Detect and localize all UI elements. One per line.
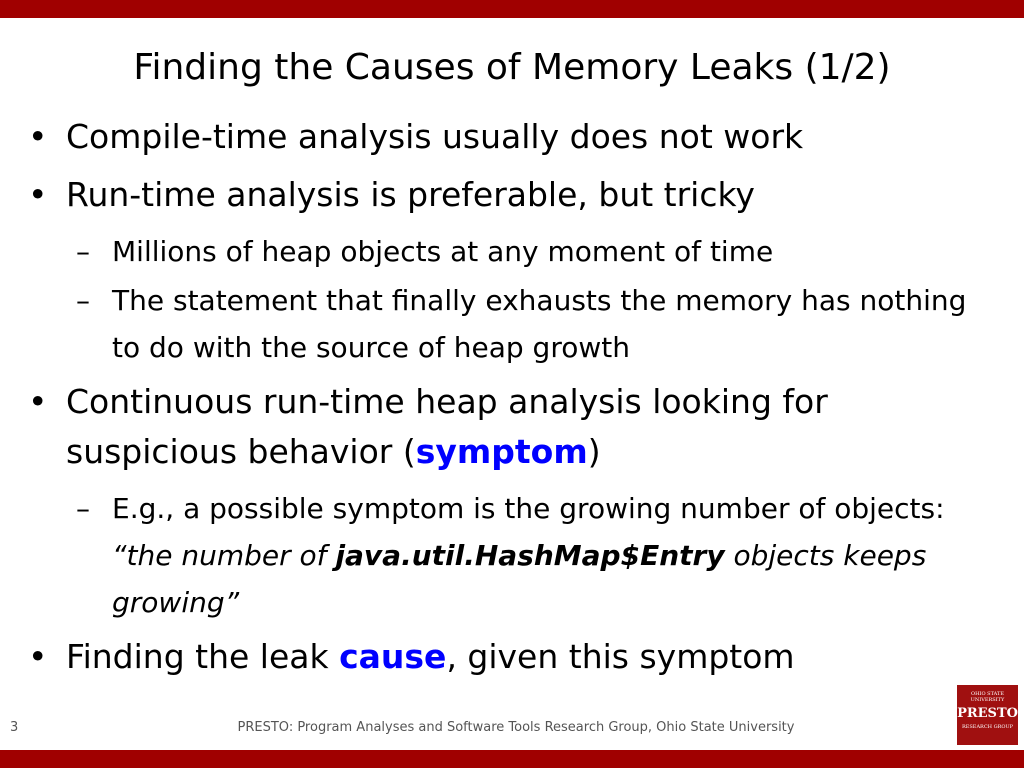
bullet-text: Run-time analysis is preferable, but tricky [66,175,755,214]
bullet-text: Finding the leak [66,637,340,676]
bullet-text: Continuous run-time heap analysis looking for suspicious behavior ( [66,382,828,471]
class-name: java.util.HashMap$Entry [335,539,725,572]
bullet-text: Compile-time analysis usually does not work [66,117,804,156]
footer-text: PRESTO: Program Analyses and Software Tools Research Group, Ohio State University [237,720,795,735]
sub-bullet-text: Millions of heap objects at any moment of time [112,235,774,268]
bullet-icon: • [28,382,48,421]
symptom-keyword: symptom [415,432,588,471]
sub-bullet-item [28,277,988,371]
sub-bullet-item [28,228,988,275]
presto-logo [957,685,1018,745]
bullet-text-end: ) [587,432,601,471]
slide-title: Finding the Causes of Memory Leaks (1/2) [133,47,891,88]
sub-bullet-item [28,485,988,626]
slide-content [28,112,988,690]
bullet-item [28,632,988,682]
bullet-text-end: , given this symptom [446,637,795,676]
bullet-item [28,377,988,477]
sub-bullet-text: The statement that finally exhausts the memory has nothing to do with the source of heap growth [112,284,967,364]
sub-bullet-text: E.g., a possible symptom is the growing number of objects: [112,492,945,525]
dash-icon: – [76,492,90,525]
quote-text-end: objects keeps growing” [112,539,927,619]
bullet-item [28,170,988,220]
bottom-accent-bar [0,750,1024,768]
logo-bottom-line: RESEARCH GROUP [961,724,1014,730]
dash-icon: – [76,284,90,317]
quote-text-start: “the number of [112,539,336,572]
bullet-icon: • [28,637,48,676]
logo-top-line: OHIO STATE UNIVERSITY [970,691,1005,703]
cause-keyword: cause [339,637,447,676]
bullet-icon: • [28,175,48,214]
bullet-icon: • [28,117,48,156]
dash-icon: – [76,235,90,268]
top-accent-bar [0,0,1024,18]
logo-name: PRESTO [957,706,1018,721]
bullet-item [28,112,988,162]
slide-number: 3 [10,720,19,735]
